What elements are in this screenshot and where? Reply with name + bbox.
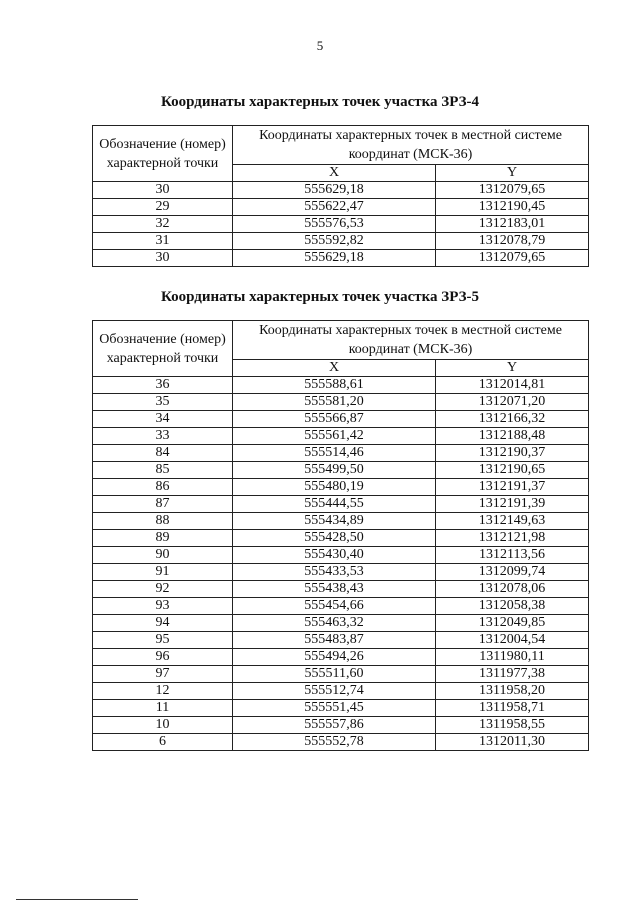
table-row: [93, 428, 589, 445]
x-coordinate-cell: 555430,40: [233, 547, 436, 564]
table-row: [93, 411, 589, 428]
y-coordinate-cell: 1312058,38: [436, 598, 589, 615]
x-coordinate-cell: 555483,87: [233, 632, 436, 649]
table-row: [93, 479, 589, 496]
point-number-cell: 33: [93, 428, 233, 445]
y-coordinate-cell: 1311958,71: [436, 700, 589, 717]
point-number-cell: 29: [93, 199, 233, 216]
y-coordinate-cell: 1312149,63: [436, 513, 589, 530]
header-coordinates-group: Координаты характерных точек в местной системе координат (МСК-36): [233, 321, 589, 360]
y-coordinate-cell: 1312191,37: [436, 479, 589, 496]
y-coordinate-cell: 1311980,11: [436, 649, 589, 666]
table-row: [93, 598, 589, 615]
table-row: [93, 632, 589, 649]
table-row: [93, 683, 589, 700]
y-coordinate-cell: 1312121,98: [436, 530, 589, 547]
x-coordinate-cell: 555629,18: [233, 182, 436, 199]
table-row: [93, 547, 589, 564]
x-coordinate-cell: 555552,78: [233, 734, 436, 751]
table-row: [93, 564, 589, 581]
table-row: [93, 615, 589, 632]
point-number-cell: 89: [93, 530, 233, 547]
x-coordinate-cell: 555581,20: [233, 394, 436, 411]
table-row: [93, 581, 589, 598]
x-coordinate-cell: 555433,53: [233, 564, 436, 581]
table-row: [93, 233, 589, 250]
x-coordinate-cell: 555428,50: [233, 530, 436, 547]
header-y: Y: [436, 165, 589, 182]
y-coordinate-cell: 1312099,74: [436, 564, 589, 581]
coordinates-table-zrz4: [92, 125, 589, 267]
point-number-cell: 12: [93, 683, 233, 700]
point-number-cell: 30: [93, 182, 233, 199]
header-x: X: [233, 165, 436, 182]
point-number-cell: 11: [93, 700, 233, 717]
x-coordinate-cell: 555499,50: [233, 462, 436, 479]
table1-title: Координаты характерных точек участка ЗРЗ-4: [161, 94, 479, 110]
point-number-cell: 86: [93, 479, 233, 496]
table-row: [93, 250, 589, 267]
x-coordinate-cell: 555514,46: [233, 445, 436, 462]
footnote-divider: [16, 899, 138, 900]
table-row: [93, 216, 589, 233]
y-coordinate-cell: 1312071,20: [436, 394, 589, 411]
point-number-cell: 96: [93, 649, 233, 666]
x-coordinate-cell: 555511,60: [233, 666, 436, 683]
table-row: [93, 530, 589, 547]
table-row: [93, 199, 589, 216]
point-number-cell: 31: [93, 233, 233, 250]
y-coordinate-cell: 1312113,56: [436, 547, 589, 564]
point-number-cell: 92: [93, 581, 233, 598]
y-coordinate-cell: 1312191,39: [436, 496, 589, 513]
header-y: Y: [436, 360, 589, 377]
y-coordinate-cell: 1312190,45: [436, 199, 589, 216]
table-row: [93, 496, 589, 513]
x-coordinate-cell: 555494,26: [233, 649, 436, 666]
table-row: [93, 666, 589, 683]
y-coordinate-cell: 1312166,32: [436, 411, 589, 428]
x-coordinate-cell: 555512,74: [233, 683, 436, 700]
point-number-cell: 97: [93, 666, 233, 683]
y-coordinate-cell: 1311958,20: [436, 683, 589, 700]
y-coordinate-cell: 1312079,65: [436, 250, 589, 267]
y-coordinate-cell: 1312190,37: [436, 445, 589, 462]
x-coordinate-cell: 555438,43: [233, 581, 436, 598]
table-row: [93, 717, 589, 734]
point-number-cell: 32: [93, 216, 233, 233]
header-x: X: [233, 360, 436, 377]
table1-body: [93, 182, 589, 267]
x-coordinate-cell: 555463,32: [233, 615, 436, 632]
x-coordinate-cell: 555576,53: [233, 216, 436, 233]
y-coordinate-cell: 1312011,30: [436, 734, 589, 751]
point-number-cell: 6: [93, 734, 233, 751]
x-coordinate-cell: 555629,18: [233, 250, 436, 267]
x-coordinate-cell: 555557,86: [233, 717, 436, 734]
point-number-cell: 10: [93, 717, 233, 734]
table-row: [93, 462, 589, 479]
point-number-cell: 93: [93, 598, 233, 615]
header-point-designation: Обозначение (номер) характерной точки: [93, 321, 233, 377]
table-row: [93, 734, 589, 751]
table2-title: Координаты характерных точек участка ЗРЗ-5: [161, 289, 479, 305]
header-point-designation: Обозначение (номер) характерной точки: [93, 126, 233, 182]
x-coordinate-cell: 555561,42: [233, 428, 436, 445]
header-coordinates-group: Координаты характерных точек в местной системе координат (МСК-36): [233, 126, 589, 165]
x-coordinate-cell: 555588,61: [233, 377, 436, 394]
x-coordinate-cell: 555454,66: [233, 598, 436, 615]
y-coordinate-cell: 1312079,65: [436, 182, 589, 199]
y-coordinate-cell: 1312188,48: [436, 428, 589, 445]
point-number-cell: 34: [93, 411, 233, 428]
table-row: [93, 649, 589, 666]
point-number-cell: 35: [93, 394, 233, 411]
y-coordinate-cell: 1312004,54: [436, 632, 589, 649]
point-number-cell: 36: [93, 377, 233, 394]
x-coordinate-cell: 555480,19: [233, 479, 436, 496]
x-coordinate-cell: 555434,89: [233, 513, 436, 530]
y-coordinate-cell: 1312014,81: [436, 377, 589, 394]
y-coordinate-cell: 1312190,65: [436, 462, 589, 479]
x-coordinate-cell: 555444,55: [233, 496, 436, 513]
coordinates-table-zrz5: [92, 320, 589, 751]
point-number-cell: 88: [93, 513, 233, 530]
point-number-cell: 84: [93, 445, 233, 462]
table-row: [93, 394, 589, 411]
y-coordinate-cell: 1311958,55: [436, 717, 589, 734]
table-row: [93, 377, 589, 394]
point-number-cell: 85: [93, 462, 233, 479]
y-coordinate-cell: 1312078,06: [436, 581, 589, 598]
y-coordinate-cell: 1312183,01: [436, 216, 589, 233]
y-coordinate-cell: 1312049,85: [436, 615, 589, 632]
table-row: [93, 445, 589, 462]
y-coordinate-cell: 1312078,79: [436, 233, 589, 250]
point-number-cell: 87: [93, 496, 233, 513]
point-number-cell: 95: [93, 632, 233, 649]
x-coordinate-cell: 555622,47: [233, 199, 436, 216]
page-number: 5: [316, 38, 324, 53]
y-coordinate-cell: 1311977,38: [436, 666, 589, 683]
table-row: [93, 513, 589, 530]
point-number-cell: 91: [93, 564, 233, 581]
x-coordinate-cell: 555551,45: [233, 700, 436, 717]
point-number-cell: 90: [93, 547, 233, 564]
x-coordinate-cell: 555566,87: [233, 411, 436, 428]
table-row: [93, 182, 589, 199]
x-coordinate-cell: 555592,82: [233, 233, 436, 250]
point-number-cell: 30: [93, 250, 233, 267]
table-row: [93, 700, 589, 717]
point-number-cell: 94: [93, 615, 233, 632]
table2-body: [93, 377, 589, 751]
